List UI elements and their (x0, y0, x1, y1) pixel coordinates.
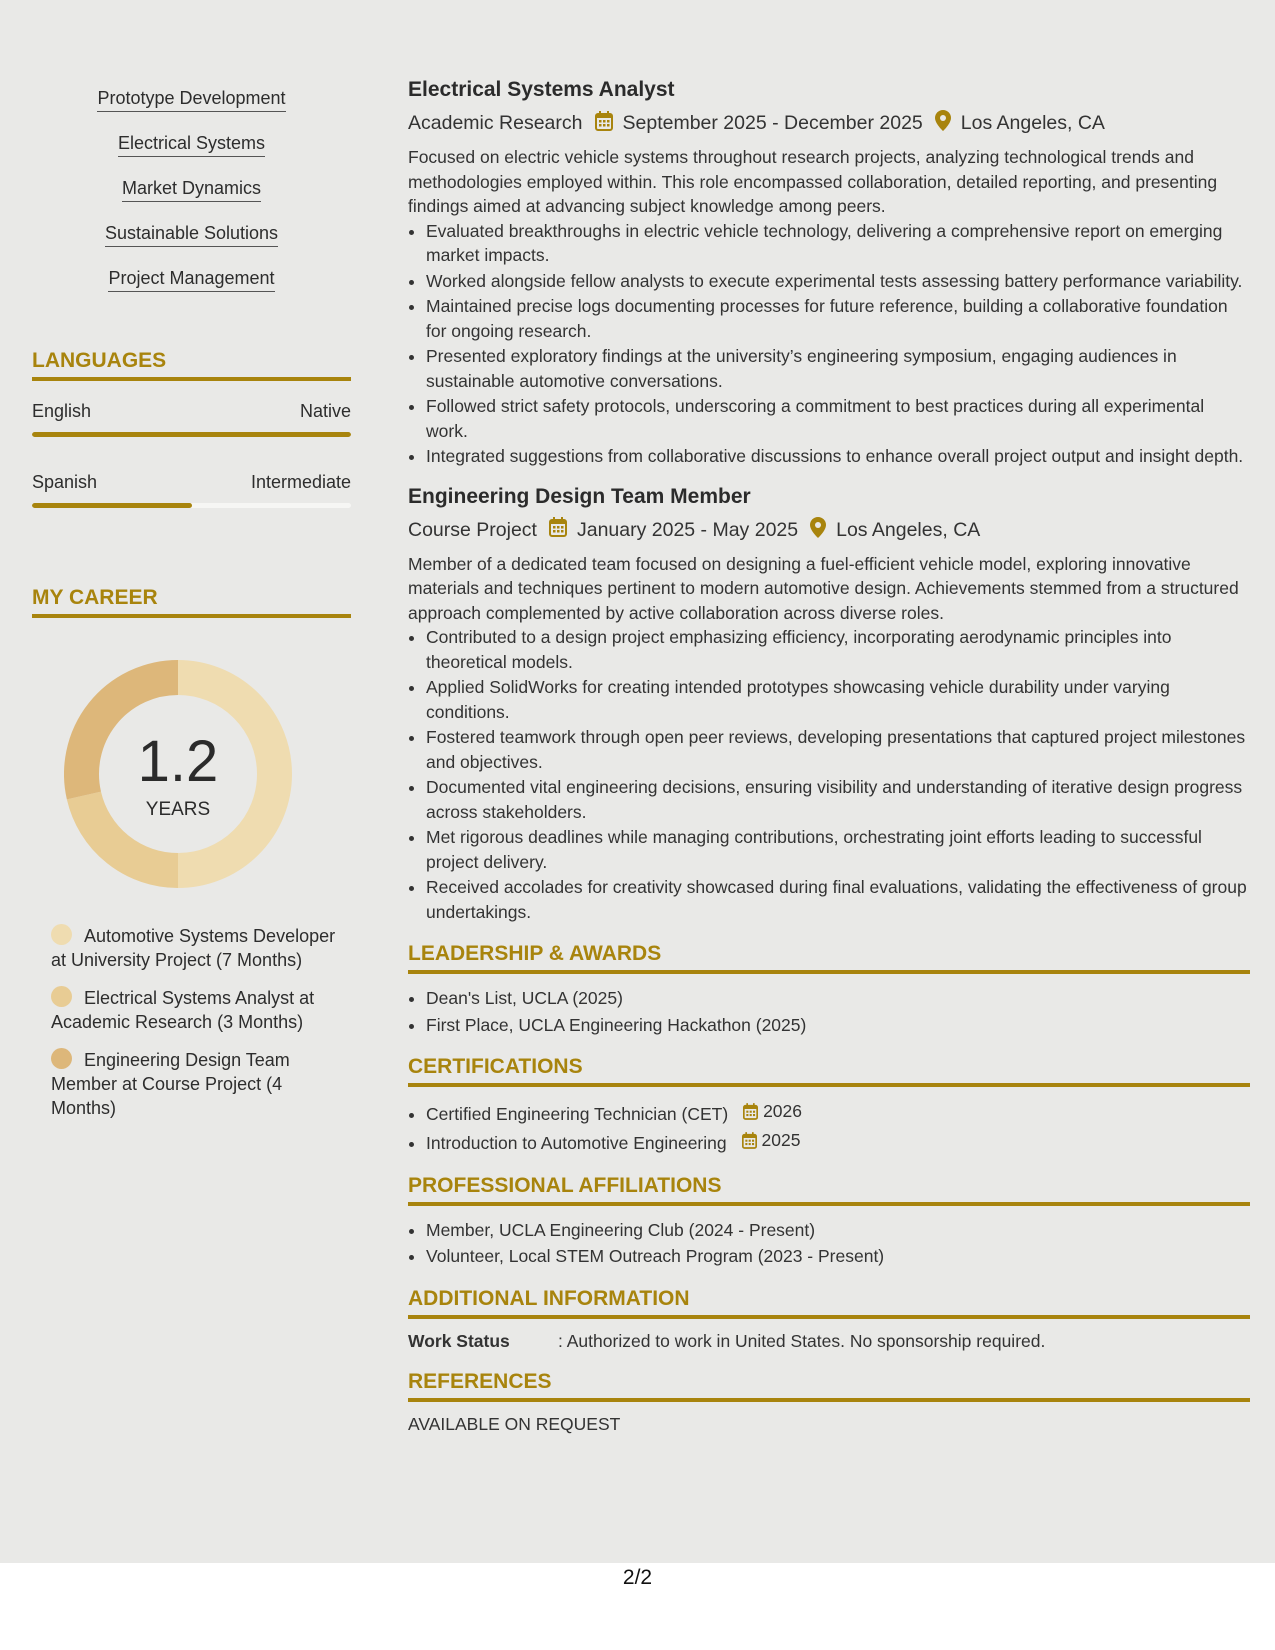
language-level: Native (299, 401, 351, 421)
skill-label: Market Dynamics (122, 178, 261, 202)
experience-entry (408, 78, 1250, 469)
job-bullet: • Worked alongside fellow analysts to execute experimental tests assessing battery performance variability. (426, 269, 1250, 294)
job-bullet: • Maintained precise logs documenting processes for future reference, building a collaborative foundation for ongoing research. (426, 294, 1250, 343)
work-status-row (408, 1331, 1250, 1352)
skill-label: Electrical Systems (118, 133, 265, 157)
affiliation-item: • Member, UCLA Engineering Club (2024 - Present) (426, 1218, 1250, 1243)
job-bullet: • Met rigorous deadlines while managing contributions, orchestrating joint efforts leading to successful project delivery. (426, 825, 1250, 874)
donut-center (64, 660, 292, 888)
legend-item (51, 924, 341, 972)
location-pin-icon (935, 110, 951, 137)
certifications-heading: CERTIFICATIONS (408, 1055, 1250, 1087)
skills-list (32, 88, 351, 313)
language-bar-fill (32, 432, 351, 437)
job-location: Los Angeles, CA (836, 518, 981, 541)
language-name: Spanish (32, 472, 98, 492)
career-heading: MY CAREER (32, 586, 351, 618)
calendar-icon (549, 517, 567, 543)
job-location: Los Angeles, CA (960, 112, 1105, 134)
career-donut-chart (64, 660, 292, 888)
left-column (32, 88, 351, 1134)
job-bullet: • Applied SolidWorks for creating intended prototypes showcasing vehicle durability under varying conditions. (426, 675, 1250, 724)
language-row (32, 401, 351, 422)
skill-item (32, 178, 351, 223)
job-bullet: • Followed strict safety protocols, underscoring a commitment to best practices during all experimental work. (426, 394, 1250, 443)
work-status-value: : Authorized to work in United States. No sponsorship required. (558, 1330, 1046, 1351)
job-dates: September 2025 - December 2025 (622, 112, 923, 134)
legend-dot (51, 924, 72, 945)
experience-entry (408, 485, 1250, 925)
job-description: Focused on electric vehicle systems throughout research projects, analyzing technological trends and methodologies employed within. This role encompassed collaboration, detailed reporting, and presenting findings aimed at advancing subject knowledge among peers. (408, 147, 1218, 216)
job-title: Electrical Systems Analyst (408, 78, 675, 101)
legend-item (51, 1048, 341, 1120)
job-bullet: • Documented vital engineering decisions, ensuring visibility and understanding of iterative design progress across stakeholders. (426, 775, 1250, 824)
career-legend (51, 924, 341, 1120)
job-bullet: • Integrated suggestions from collaborative discussions to enhance overall project output and insight depth. (426, 444, 1250, 469)
job-organization: Course Project (408, 518, 537, 541)
job-bullets (426, 219, 1250, 469)
leadership-heading: LEADERSHIP & AWARDS (408, 942, 1250, 974)
language-bar-fill (32, 503, 192, 508)
affiliations-list (426, 1218, 1250, 1269)
certification-name: Certified Engineering Technician (CET) (426, 1103, 729, 1124)
references-heading: REFERENCES (408, 1370, 1250, 1402)
calendar-icon (742, 1132, 757, 1149)
job-bullet: • Received accolades for creativity showcased during final evaluations, validating the effectiveness of group undertakings. (426, 875, 1250, 924)
skill-label: Project Management (108, 268, 274, 292)
skill-item (32, 133, 351, 178)
languages-heading: LANGUAGES (32, 349, 351, 381)
career-total-unit: YEARS (145, 799, 211, 820)
additional-info-heading: ADDITIONAL INFORMATION (408, 1287, 1250, 1319)
affiliation-item: • Volunteer, Local STEM Outreach Program (2023 - Present) (426, 1244, 1250, 1269)
language-level: Intermediate (250, 472, 351, 492)
certification-item (426, 1099, 1250, 1126)
certifications-list (426, 1099, 1250, 1156)
legend-dot (51, 986, 72, 1007)
certification-name: Introduction to Automotive Engineering (426, 1133, 727, 1153)
job-meta (408, 517, 1250, 544)
job-description: Member of a dedicated team focused on designing a fuel-efficient vehicle model, exploring innovative materials and techniques pertinent to modern automotive design. Achievements stemmed from a structured approach complemented by active collaboration across diverse roles. (408, 553, 1239, 623)
job-bullet: • Evaluated breakthroughs in electric vehicle technology, delivering a comprehensive report on emerging market impacts. (426, 219, 1250, 268)
legend-label: Electrical Systems Analyst at Academic Research (3 Months) (51, 988, 315, 1032)
affiliations-heading: PROFESSIONAL AFFILIATIONS (408, 1174, 1250, 1206)
certification-date (742, 1128, 801, 1153)
work-status-label: Work Status (408, 1330, 510, 1351)
skill-label: Sustainable Solutions (105, 223, 278, 247)
job-dates: January 2025 - May 2025 (576, 518, 799, 541)
location-pin-icon (810, 517, 826, 544)
job-title: Engineering Design Team Member (408, 484, 751, 508)
language-row (32, 472, 351, 493)
legend-label: Engineering Design Team Member at Course Project (4 Months) (51, 1050, 290, 1118)
job-bullets (426, 625, 1250, 924)
job-bullet: • Contributed to a design project emphasizing efficiency, incorporating aerodynamic principles into theoretical models. (426, 625, 1250, 674)
legend-item (51, 986, 341, 1034)
certification-year: 2026 (763, 1101, 802, 1121)
right-column (408, 78, 1250, 1435)
job-meta (408, 110, 1250, 137)
leadership-list (426, 986, 1250, 1037)
job-bullet: • Fostered teamwork through open peer reviews, developing presentations that captured project milestones and objectives. (426, 725, 1250, 774)
job-bullet: • Presented exploratory findings at the university’s engineering symposium, engaging audiences in sustainable automotive conversations. (426, 344, 1250, 393)
certification-item (426, 1128, 1250, 1155)
legend-label: Automotive Systems Developer at University Project (7 Months) (51, 926, 336, 970)
calendar-icon (743, 1103, 758, 1120)
page-number: 2/2 (622, 1566, 653, 1589)
references-text: AVAILABLE ON REQUEST (408, 1413, 621, 1434)
leadership-item: • Dean's List, UCLA (2025) (426, 986, 1250, 1011)
skill-item (32, 88, 351, 133)
leadership-item: • First Place, UCLA Engineering Hackathon (2025) (426, 1013, 1250, 1038)
certification-date (743, 1099, 802, 1124)
skill-item (32, 268, 351, 313)
skill-item (32, 223, 351, 268)
language-name: English (32, 401, 92, 421)
job-organization: Academic Research (408, 112, 583, 134)
calendar-icon (595, 111, 613, 137)
legend-dot (51, 1048, 72, 1069)
career-total-years: 1.2 (137, 729, 219, 794)
language-bar-track (32, 432, 351, 437)
certification-year: 2025 (761, 1130, 801, 1151)
skill-label: Prototype Development (97, 88, 285, 112)
language-bar-track (32, 503, 351, 508)
